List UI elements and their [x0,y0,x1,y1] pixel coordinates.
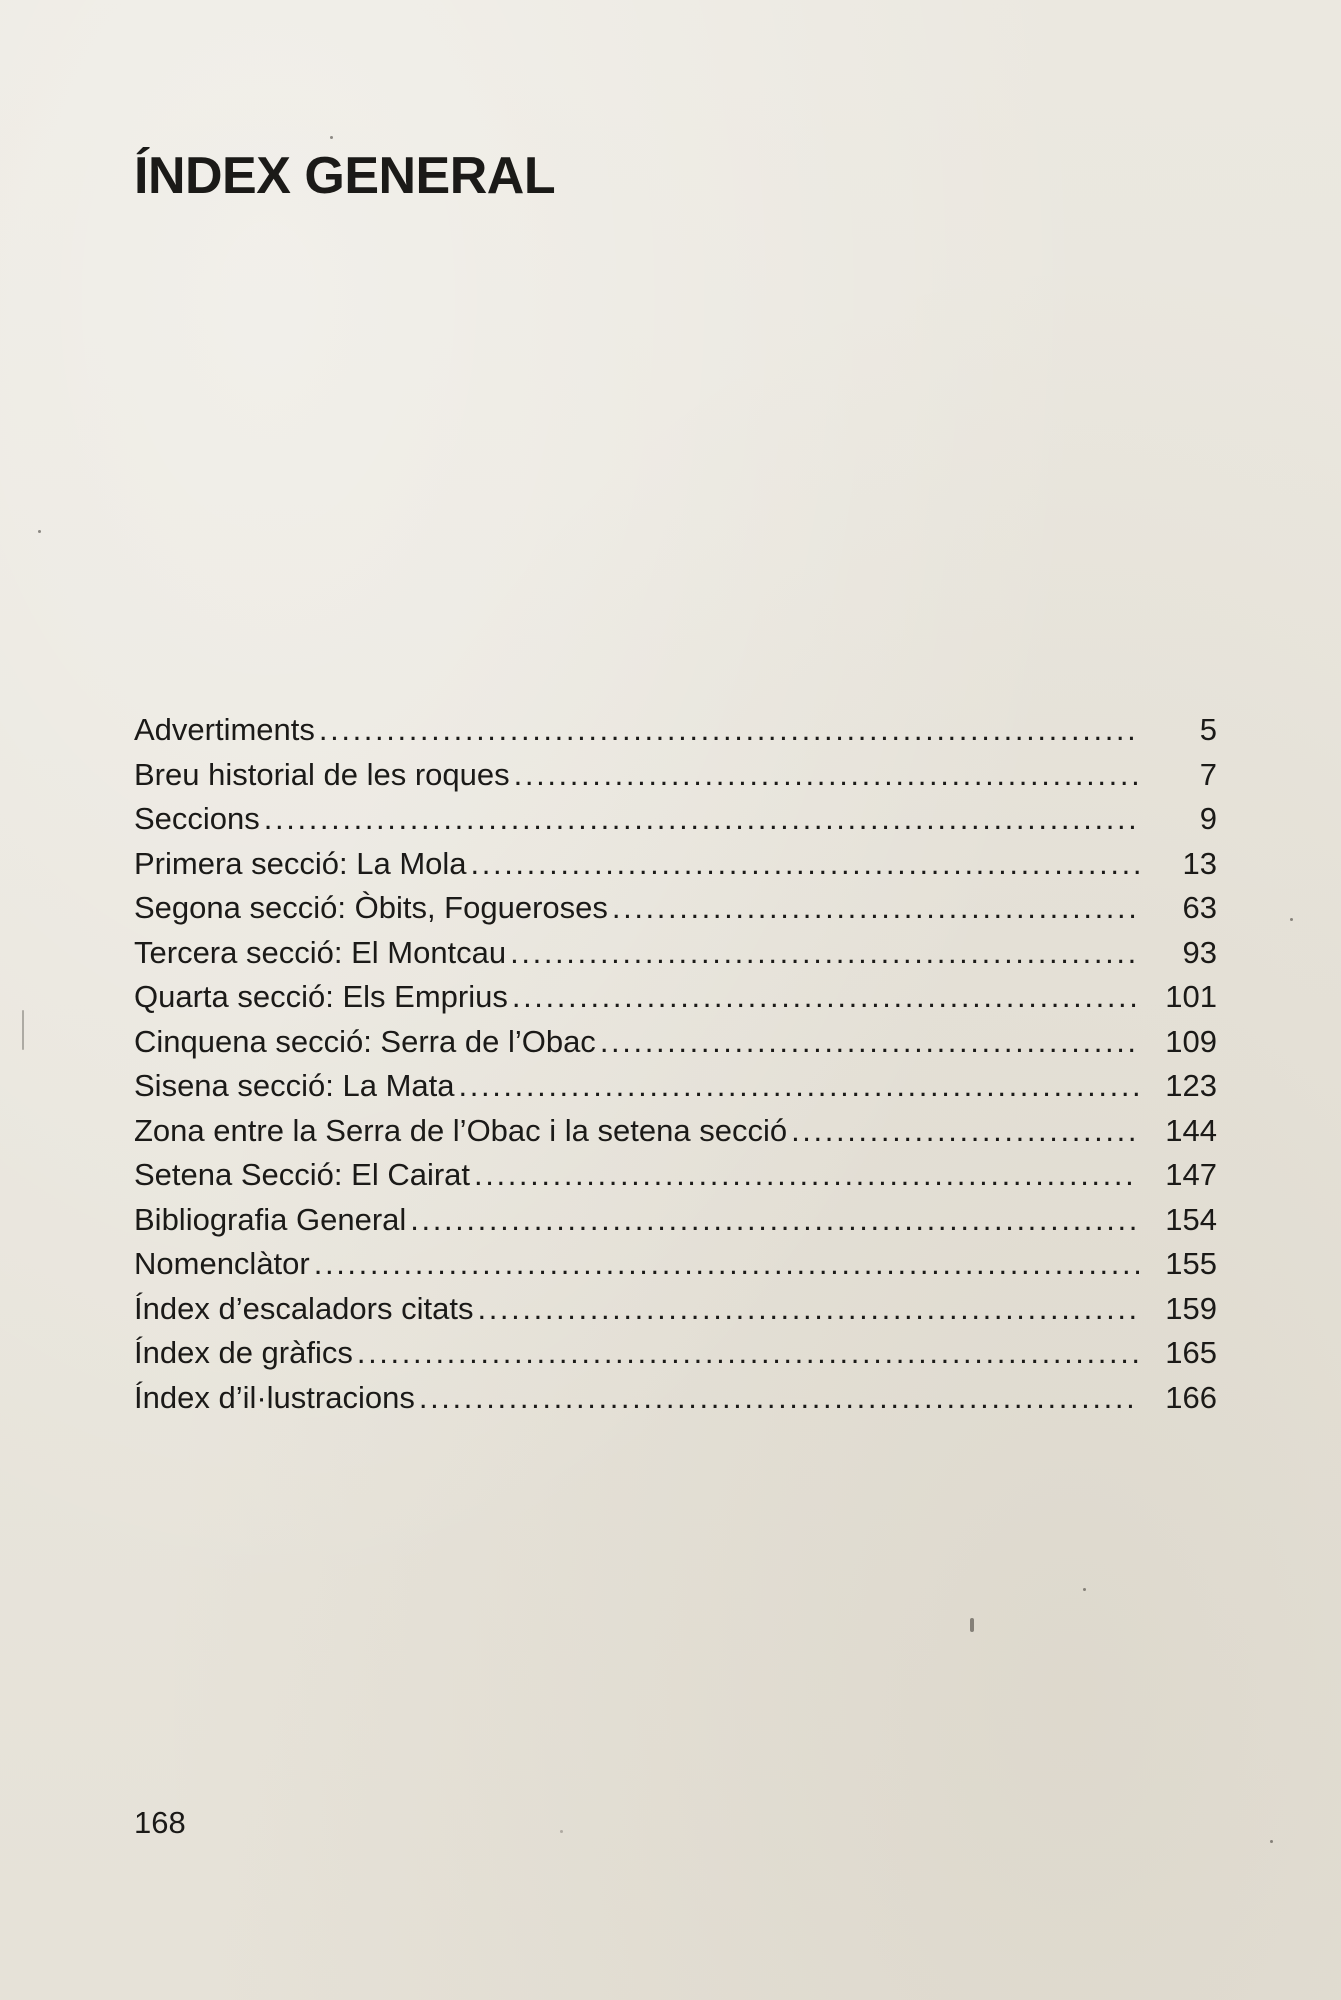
dot-leader [600,1020,1139,1064]
toc-entry-label: Zona entre la Serra de l’Obac i la setena secció [134,1112,788,1148]
toc-entry-label: Índex d’escaladors citats [134,1290,474,1326]
toc-entry-page: 144 [1165,1112,1217,1148]
toc-entry-page: 159 [1165,1290,1217,1326]
toc-entry-page: 155 [1165,1246,1217,1281]
paper-speck [970,1618,974,1632]
dot-leader [264,797,1139,841]
toc-entry-label: Breu historial de les roques [134,756,510,792]
toc-entry-page: 7 [1199,756,1217,792]
toc-entry-label: Primera secció: La Mola [134,845,467,881]
toc-entry-label: Sisena secció: La Mata [134,1068,455,1103]
toc-entry-label: Segona secció: Òbits, Fogueroses [134,890,608,925]
toc-entry-label: Advertiments [134,712,315,747]
dot-leader [314,1242,1139,1286]
toc-entry [134,1376,1217,1421]
page-title: ÍNDEX GENERAL [134,147,556,205]
dot-leader [510,931,1139,975]
toc-entry-label: Tercera secció: El Montcau [134,934,507,970]
toc-entry-page: 9 [1199,801,1217,836]
toc-entry-page: 5 [1199,712,1217,747]
toc-entry-page: 93 [1182,934,1217,970]
toc-entry-page: 123 [1165,1068,1217,1103]
toc-entry-label: Índex de gràfics [134,1335,353,1370]
paper-speck [22,1010,24,1050]
paper-speck [330,136,333,139]
toc-entry [134,886,1217,931]
toc-entry-label: Quarta secció: Els Emprius [134,979,508,1014]
toc-entry [134,931,1217,976]
toc-entry [134,1287,1217,1332]
table-of-contents [134,708,1217,1420]
toc-entry-label: Cinquena secció: Serra de l’Obac [134,1023,596,1059]
paper-speck [1083,1588,1086,1591]
toc-entry [134,708,1217,753]
toc-entry [134,1109,1217,1154]
toc-entry-page: 165 [1165,1335,1217,1370]
toc-entry-page: 154 [1165,1201,1217,1237]
dot-leader [471,842,1139,886]
toc-entry [134,1020,1217,1065]
paper-speck [560,1830,563,1833]
page-number: 168 [134,1805,186,1840]
toc-entry-page: 147 [1165,1157,1217,1192]
toc-entry-label: Índex d’il·lustracions [134,1379,415,1415]
toc-entry-label: Bibliografia General [134,1201,407,1237]
toc-entry-label: Setena Secció: El Cairat [134,1157,471,1192]
dot-leader [791,1109,1139,1153]
dot-leader [514,753,1139,797]
dot-leader [477,1287,1139,1331]
paper-speck [1270,1840,1273,1843]
paper-speck [38,530,41,533]
toc-entry [134,1331,1217,1376]
dot-leader [419,1376,1139,1420]
dot-leader [459,1064,1139,1108]
toc-entry-page: 13 [1182,845,1217,881]
dot-leader [612,886,1139,930]
toc-entry [134,1153,1217,1198]
dot-leader [319,708,1139,752]
dot-leader [410,1198,1139,1242]
toc-entry [134,797,1217,842]
toc-entry-page: 166 [1165,1379,1217,1415]
toc-entry [134,1198,1217,1243]
dot-leader [512,975,1139,1019]
toc-entry-page: 63 [1182,890,1217,925]
toc-entry-label: Nomenclàtor [134,1246,310,1281]
paper-speck [1290,918,1293,921]
toc-entry [134,842,1217,887]
toc-entry [134,975,1217,1020]
toc-entry [134,1242,1217,1287]
dot-leader [357,1331,1139,1375]
toc-entry [134,753,1217,798]
toc-entry-label: Seccions [134,801,260,836]
toc-entry [134,1064,1217,1109]
toc-entry-page: 109 [1165,1023,1217,1059]
toc-entry-page: 101 [1165,979,1217,1014]
dot-leader [474,1153,1139,1197]
